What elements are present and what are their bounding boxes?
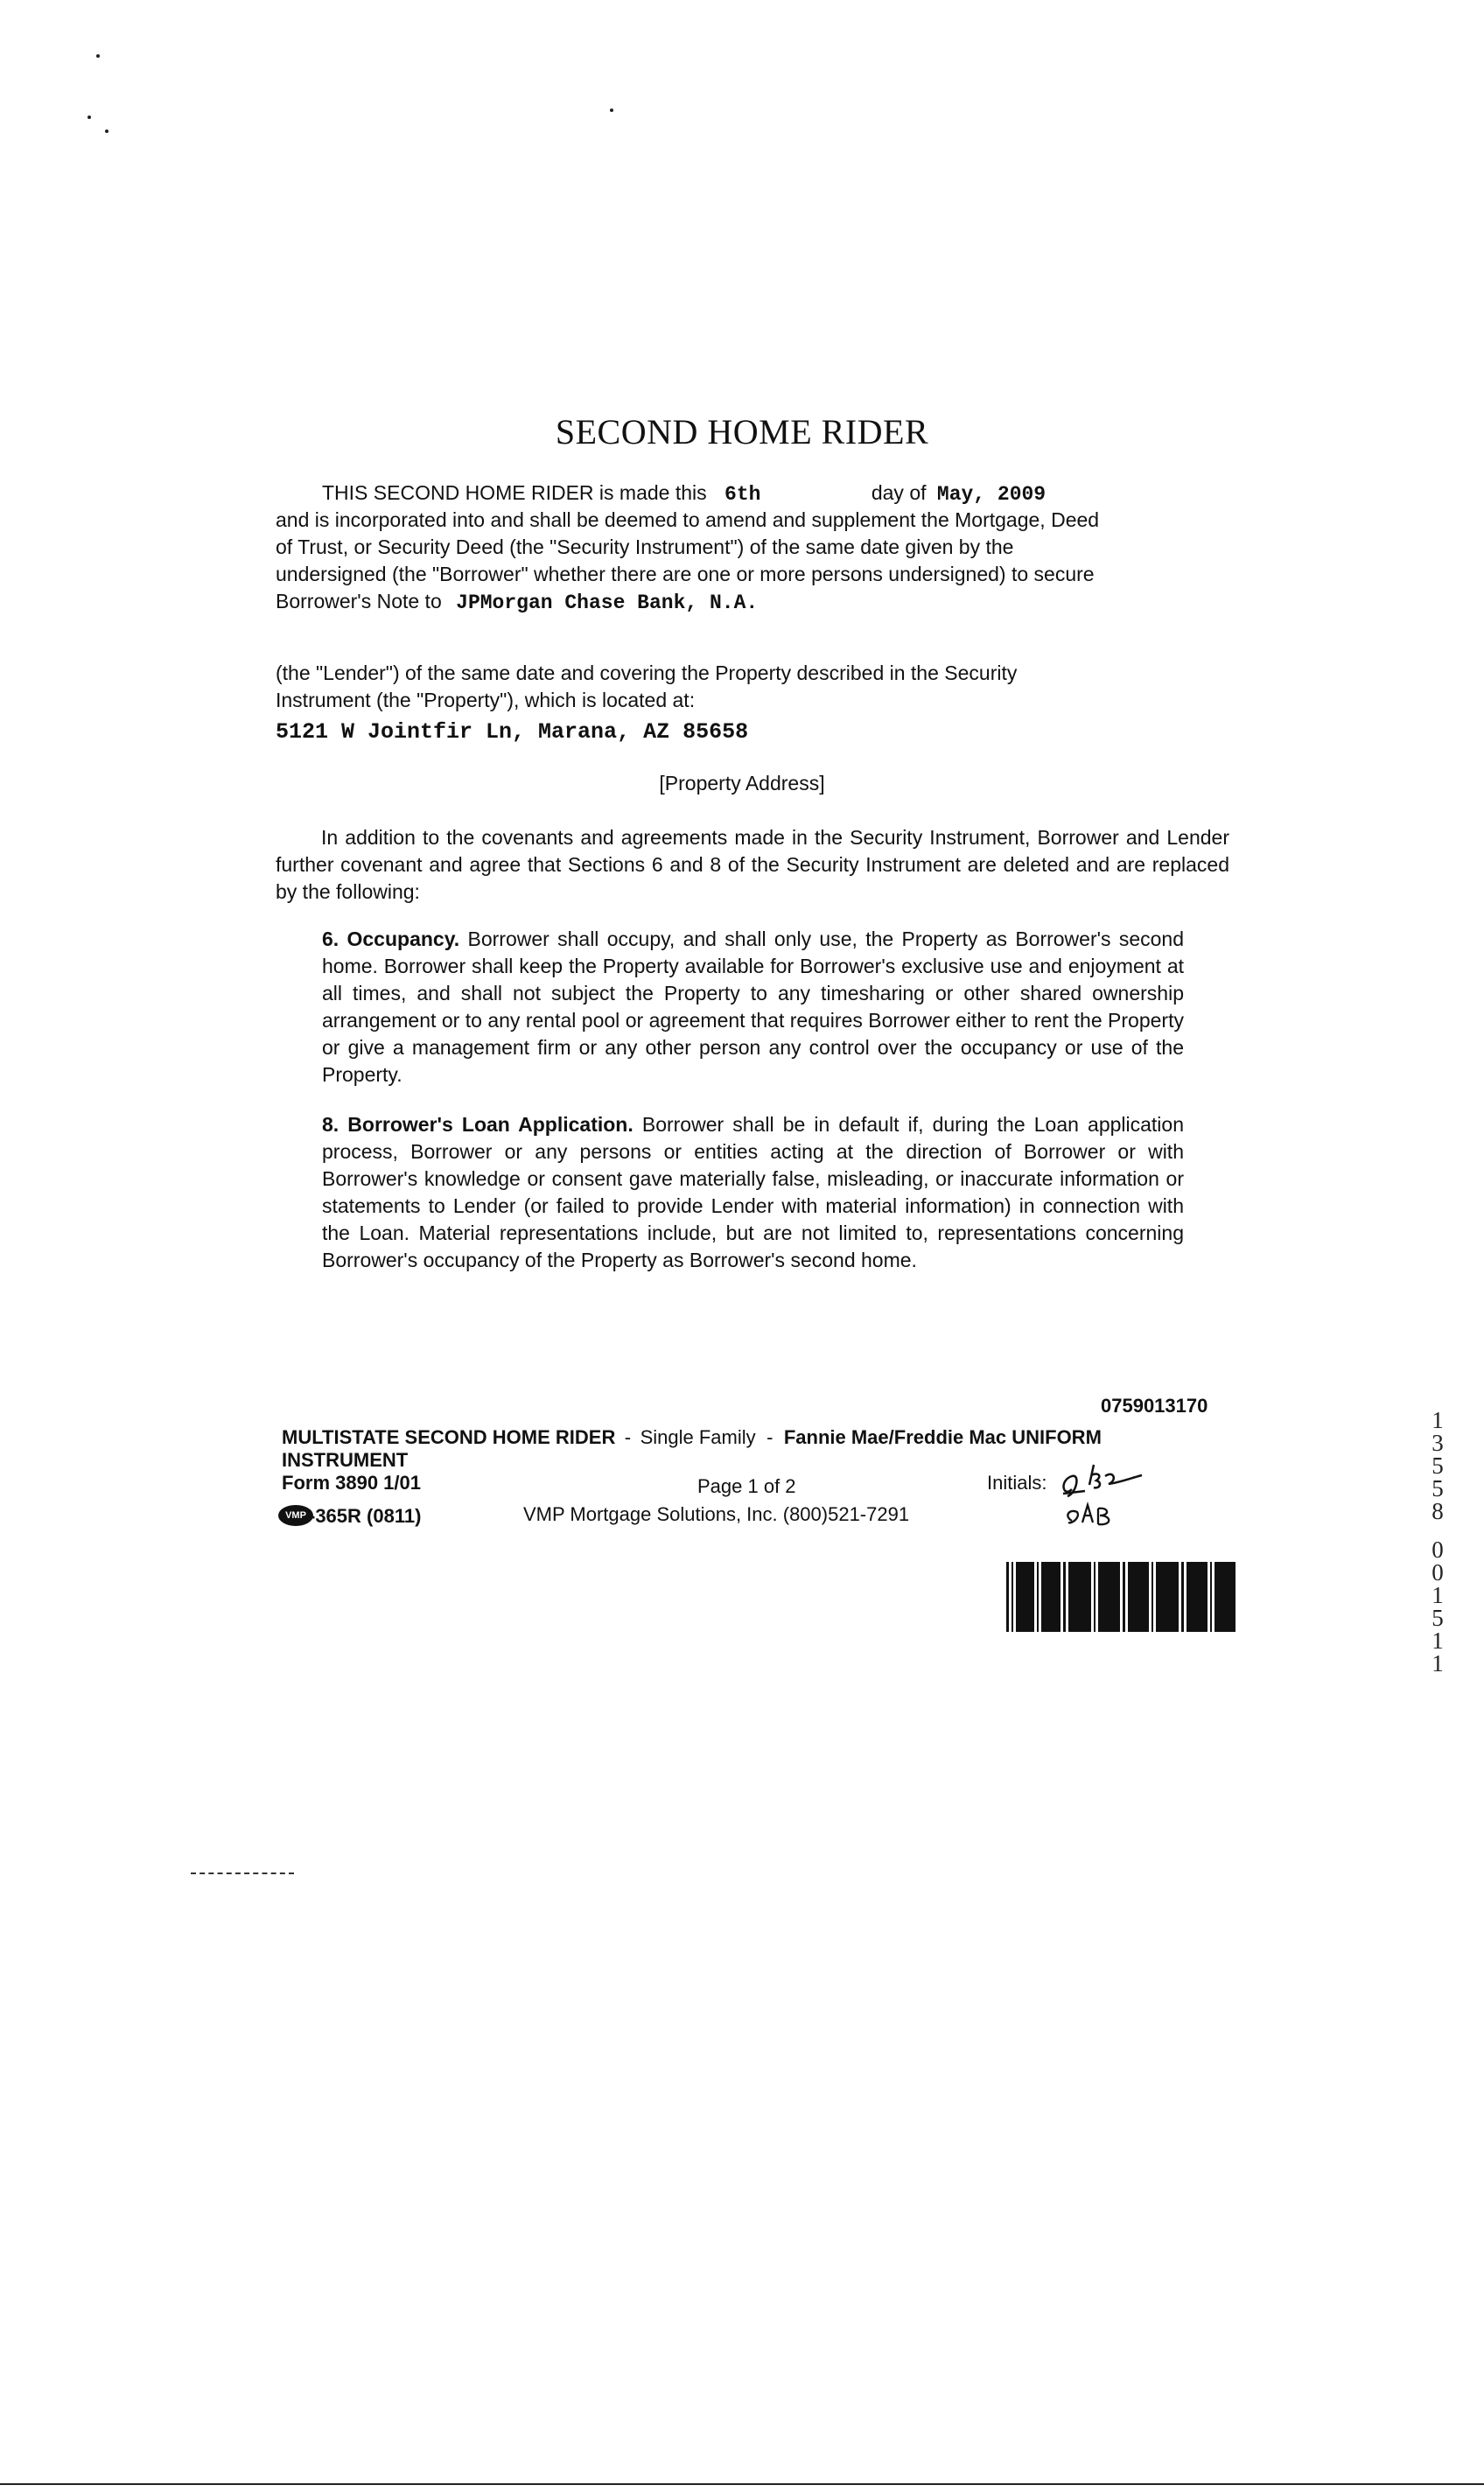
- side-stamp-digit: 3: [1432, 1430, 1444, 1456]
- side-stamp-digit: 0: [1432, 1536, 1444, 1563]
- scan-speck: [96, 54, 100, 58]
- scan-speck: [88, 116, 91, 119]
- form-title-line: [282, 1426, 1102, 1449]
- intro-line-3: of Trust, or Security Deed (the "Security Instrument") of the same date given by the: [276, 536, 1014, 558]
- scan-speck: [105, 130, 108, 133]
- side-stamp-digit: 1: [1432, 1628, 1444, 1654]
- vmp-form-code: -365R (0811): [309, 1505, 422, 1527]
- side-stamp-digit: 5: [1432, 1605, 1444, 1631]
- barcode: [1006, 1562, 1236, 1632]
- lender-line-2: Instrument (the "Property"), which is located at:: [276, 689, 696, 711]
- intro-day: 6th: [724, 483, 761, 506]
- intro-line-5: [276, 588, 1229, 617]
- section-loan-application-text: Borrower shall be in default if, during the Loan application process, Borrower or any persons or entities acting at the direction of Borrower or with Borrower's knowledge or consent gave materially false, misleading, or inaccurate information or statements to Lender (or failed to provide Lender with material information) in connection with the Loan. Material representations include, but are not limited to, representations concerning Borrower's occupancy of the Property as Borrower's second home.: [322, 1113, 1184, 1271]
- intro-line-2: and is incorporated into and shall be deemed to amend and supplement the Mortgage, Deed: [276, 508, 1100, 531]
- intro-line-4: undersigned (the "Borrower" whether there are one or more persons undersigned) to secure: [276, 563, 1095, 585]
- form-instrument: INSTRUMENT: [282, 1449, 409, 1471]
- side-stamp-digit: 1: [1432, 1407, 1444, 1433]
- section-occupancy-text: Borrower shall occupy, and shall only use, the Property as Borrower's second home. Borrower shall keep the Property available for Borrower's exclusive use and enjoyment at all times, and shall not subject the Property to any timesharing or other shared ownership arrangement or to any rental pool or agreement that requires Borrower either to rent the Property or give a management firm or any other person any control over the occupancy or use of the Property.: [322, 928, 1184, 1086]
- scan-speck: [610, 108, 613, 112]
- intro-line-1: [322, 480, 1276, 508]
- form-title: MULTISTATE SECOND HOME RIDER: [282, 1426, 616, 1448]
- section-loan-application: [322, 1111, 1184, 1274]
- section-loan-application-heading: 8. Borrower's Loan Application.: [322, 1113, 634, 1136]
- side-stamp-digit: 1: [1432, 1650, 1444, 1676]
- covenants-paragraph: In addition to the covenants and agreements made in the Security Instrument, Borrower and Lender further covenant and agree that Sections 6 and 8 of the Security Instrument are deleted and are replaced by the following:: [276, 826, 1229, 903]
- side-stamp-number: [1424, 1409, 1451, 1675]
- vmp-logo: VMP: [278, 1505, 313, 1526]
- form-number: Form 3890 1/01: [282, 1472, 421, 1494]
- section-occupancy-heading: 6. Occupancy.: [322, 928, 460, 950]
- side-stamp-digit: 5: [1432, 1475, 1444, 1502]
- form-title-dash: -: [624, 1426, 632, 1448]
- form-single-family: Single Family: [640, 1426, 756, 1448]
- side-stamp-digit: 0: [1432, 1559, 1444, 1586]
- intro-lead: THIS SECOND HOME RIDER is made this: [322, 481, 707, 504]
- side-stamp-digit: 8: [1432, 1498, 1444, 1524]
- form-title-dash-2: -: [766, 1426, 774, 1448]
- property-address-label: [Property Address]: [659, 772, 825, 794]
- vmp-company: VMP Mortgage Solutions, Inc. (800)521-7291: [523, 1503, 910, 1525]
- lender-line-1: (the "Lender") of the same date and covering the Property described in the Security: [276, 662, 1018, 684]
- initials-label: Initials:: [987, 1472, 1047, 1494]
- page-number: Page 1 of 2: [697, 1475, 796, 1497]
- form-fannie-freddie: Fannie Mae/Freddie Mac UNIFORM: [783, 1426, 1102, 1448]
- intro-day-of: day of: [871, 481, 927, 504]
- intro-month-year: May, 2009: [936, 483, 1046, 506]
- section-occupancy: [322, 926, 1184, 1088]
- note-to-label: Borrower's Note to: [276, 590, 442, 612]
- scan-dash-mark: [191, 1872, 294, 1874]
- property-address: 5121 W Jointfir Ln, Marana, AZ 85658: [276, 719, 749, 745]
- loan-number: 0759013170: [1101, 1395, 1208, 1417]
- bottom-border: [0, 2483, 1484, 2485]
- initials-signature: [1037, 1454, 1168, 1531]
- side-stamp-digit: 5: [1432, 1452, 1444, 1479]
- side-stamp-digit: 1: [1432, 1582, 1444, 1608]
- document-title: SECOND HOME RIDER: [555, 412, 929, 452]
- lender-name: JPMorgan Chase Bank, N.A.: [456, 592, 759, 614]
